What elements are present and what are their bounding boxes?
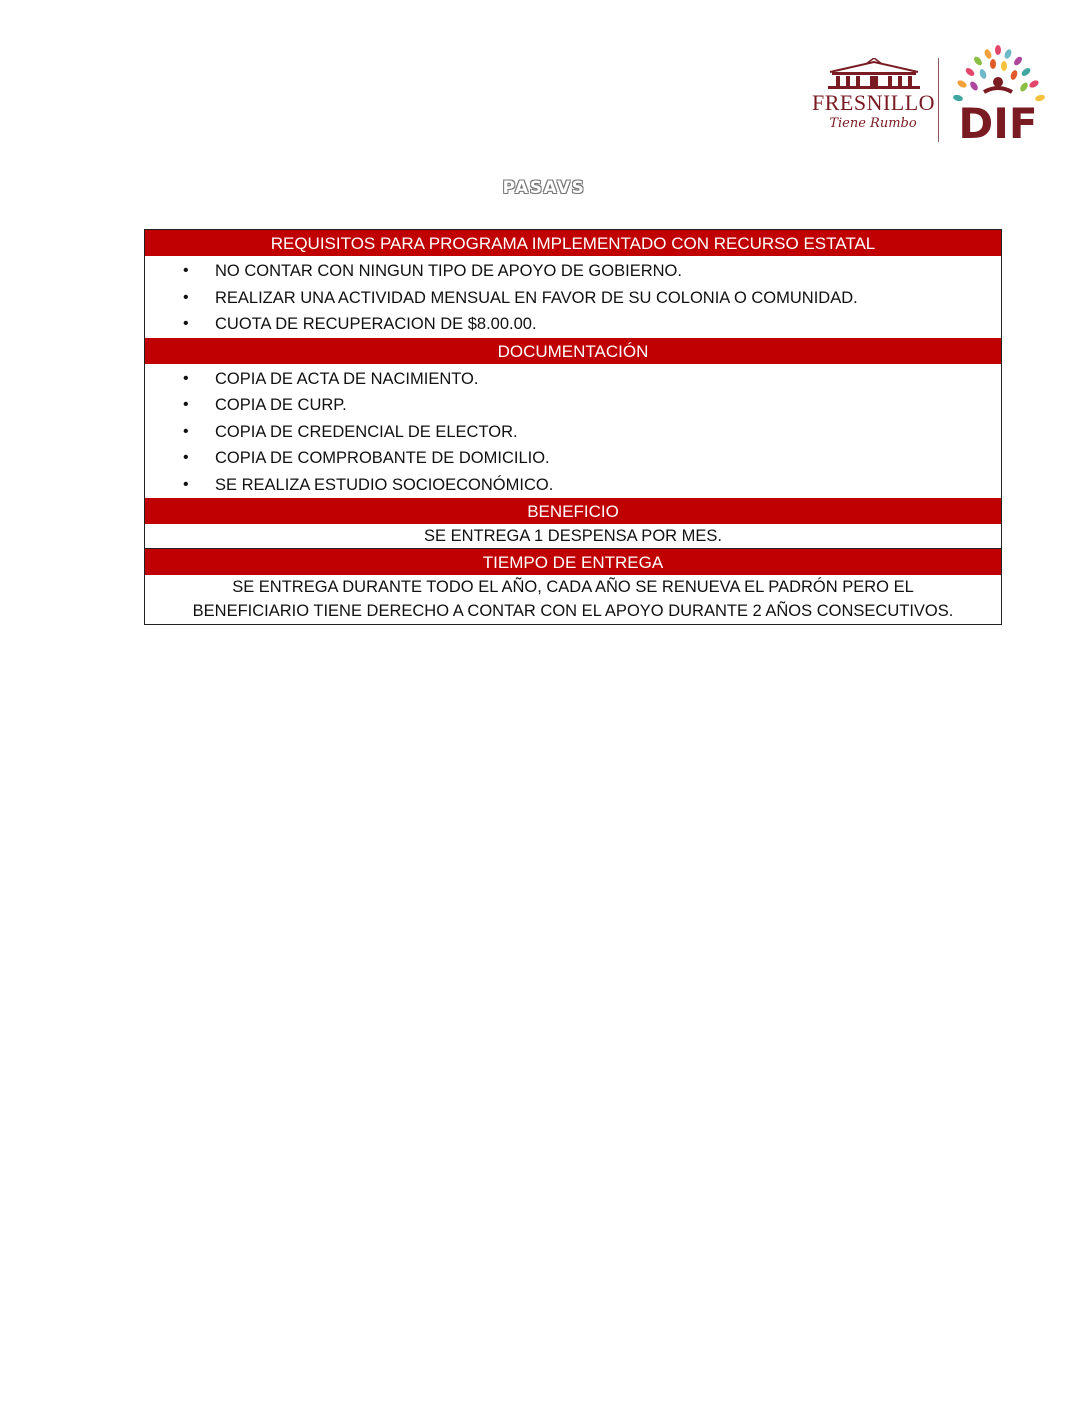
list-item: • COPIA DE CREDENCIAL DE ELECTOR. — [145, 419, 1001, 446]
tiempo-line-1: SE ENTREGA DURANTE TODO EL AÑO, CADA AÑO SE RENUEVA EL PADRÓN PERO EL — [232, 578, 914, 596]
bullet-icon: • — [183, 262, 189, 279]
beneficio-text: SE ENTREGA 1 DESPENSA POR MES. — [423, 527, 722, 545]
section-heading-tiempo-de-entrega: TIEMPO DE ENTREGA — [145, 548, 1001, 575]
documentacion-list — [145, 364, 1001, 499]
logo-divider — [938, 58, 939, 142]
list-item: • NO CONTAR CON NINGUN TIPO DE APOYO DE GOBIERNO. — [145, 258, 1001, 285]
program-table — [144, 229, 1002, 625]
building-icon — [826, 58, 922, 90]
dif-logo — [948, 44, 1050, 148]
bullet-icon: • — [183, 475, 189, 493]
list-item: • COPIA DE COMPROBANTE DE DOMICILIO. — [145, 445, 1001, 472]
bullet-icon: • — [183, 422, 189, 440]
bullet-icon: • — [183, 449, 189, 466]
bullet-icon: • — [183, 288, 189, 306]
bullet-icon: • — [183, 396, 189, 413]
section-heading-documentacion: DOCUMENTACIÓN — [145, 338, 1001, 364]
bullet-icon: • — [183, 315, 189, 332]
requisitos-list — [145, 256, 1001, 338]
fresnillo-tagline: Tiene Rumbo — [829, 116, 917, 131]
list-item: • REALIZAR UNA ACTIVIDAD MENSUAL EN FAVOR DE SU COLONIA O COMUNIDAD. — [145, 285, 1001, 312]
header-logos — [810, 44, 1050, 148]
section-heading-requisitos: REQUISITOS PARA PROGRAMA IMPLEMENTADO CON RECURSO ESTATAL — [145, 230, 1001, 256]
list-item: • CUOTA DE RECUPERACION DE $8.00.00. — [145, 311, 1001, 338]
bullet-icon: • — [183, 369, 189, 387]
fresnillo-wordmark: FRESNILLO — [812, 90, 936, 115]
dif-tree-icon — [948, 44, 1050, 148]
dif-wordmark: DIF — [958, 99, 1038, 148]
tiempo-de-entrega-text — [145, 575, 1001, 624]
list-item: • SE REALIZA ESTUDIO SOCIOECONÓMICO. — [145, 472, 1001, 499]
fresnillo-logo — [810, 44, 934, 144]
list-item: • COPIA DE ACTA DE NACIMIENTO. — [145, 366, 1001, 393]
page-title: PASAVS — [502, 178, 586, 198]
section-heading-beneficio: BENEFICIO — [145, 498, 1001, 524]
tiempo-line-2: BENEFICIARIO TIENE DERECHO A CONTAR CON EL APOYO DURANTE 2 AÑOS CONSECUTIVOS. — [192, 602, 954, 620]
list-item: • COPIA DE CURP. — [145, 392, 1001, 419]
